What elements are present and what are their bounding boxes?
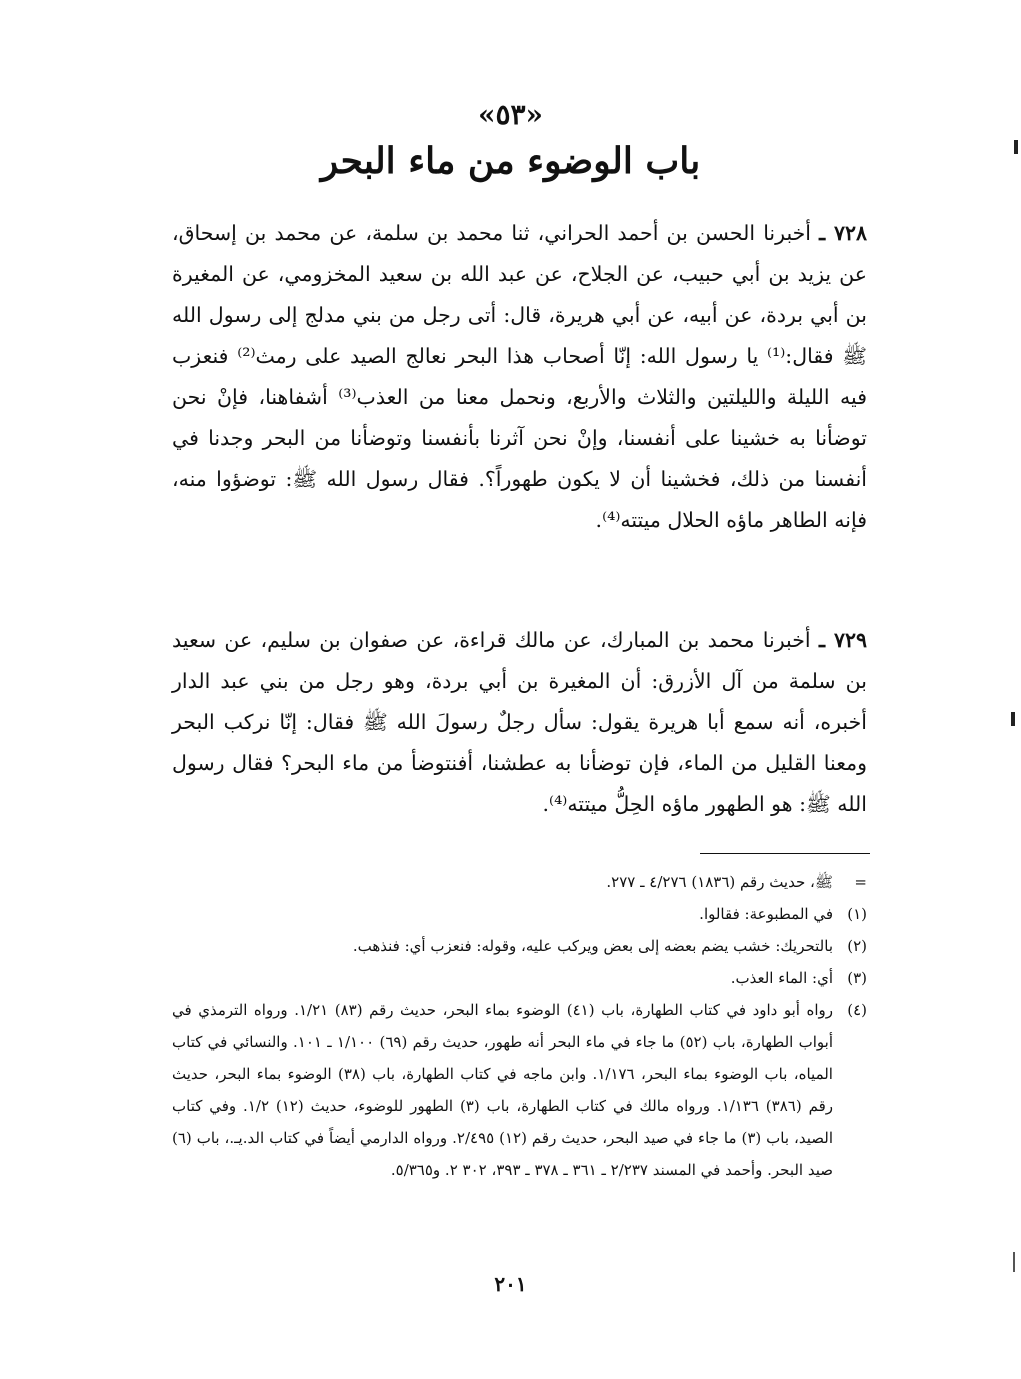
footnote-text: رواه أبو داود في كتاب الطهارة، باب (٤١) الوضوء بماء البحر، حديث رقم (٨٣) ١/٢١. ورواه الترمذي في أبواب الطهارة، باب (٥٢) ما جاء في ماء البحر أنه طهور، حديث رقم (٦٩) ١/١٠٠ ـ ١٠١. والنسائي في كتاب المياه، باب الوضوء بماء البحر، ١/١٧٦. وابن ماجه في كتاب الطهارة، باب (٣٨) الوضوء بماء البحر، حديث رقم (٣٨٦) ١/١٣٦. ورواه مالك في كتاب الطهارة، باب (٣) الطهور للوضوء، حديث (١٢) ١/٢. وفي كتاب الصيد، باب (٣) ما جاء في صيد البحر، حديث رقم (١٢) ٢/٤٩٥. ورواه الدارمي أيضاً في كتاب الد.يـ.، باب (٦) صيد البحر. وأحمد في المسند ٢/٢٣٧ ـ ٣٦١ ـ ٣٧٨ ـ ٣٩٣، ٣٠٢ ٢. و٥/٣٦٥. bbox=[172, 1001, 834, 1179]
footnote-2 bbox=[172, 930, 867, 962]
hadith-728 bbox=[172, 213, 867, 541]
footnote-text: أي: الماء العذب. bbox=[730, 969, 833, 987]
footnotes bbox=[172, 866, 867, 1186]
footnote-4 bbox=[172, 994, 867, 1186]
hadith-number: ٧٢٨ ـ bbox=[819, 221, 867, 245]
chapter-number: «٥٣» bbox=[477, 98, 544, 131]
hadith-text: أخبرنا الحسن بن أحمد الحراني، ثنا محمد بن سلمة، عن محمد بن إسحاق، عن يزيد بن أبي حبيب، عن الجلاح، عن عبد الله بن سعيد المخزومي، عن المغيرة بن أبي بردة، عن أبيه، عن أبي هريرة، قال: أتى رجل من بني مدلج إلى رسول الله ﷺ فقال:⁽¹⁾ يا رسول الله: إنّا أصحاب هذا البحر نعالج الصيد على رمث⁽²⁾ فنعزب فيه الليلة والليلتين والثلاث والأربع، ونحمل معنا من العذب⁽³⁾ أشفاهنا، فإنْ نحن توضأنا به خشينا على أنفسنا، وإنْ نحن آثرنا بأنفسنا وتوضأنا من البحر وجدنا في أنفسنا من ذلك، فخشينا أن لا يكون طهوراً؟. فقال رسول الله ﷺ: توضؤوا منه، فإنه الطاهر ماؤه الحلال ميتته⁽⁴⁾. bbox=[172, 221, 868, 532]
footnote-mark: (٤) bbox=[847, 1001, 867, 1019]
hadith-number: ٧٢٩ ـ bbox=[818, 628, 867, 652]
page-number: ٢٠١ bbox=[494, 1272, 527, 1296]
scan-margin-mark bbox=[1014, 140, 1018, 154]
footnote-mark: (٢) bbox=[847, 937, 867, 955]
footnote-3 bbox=[172, 962, 867, 994]
footnote-text: في المطبوعة: فقالوا. bbox=[699, 905, 833, 923]
hadith-729 bbox=[172, 620, 867, 825]
footnote-text: ﷺ، حديث رقم (١٨٣٦) ٤/٢٧٦ ـ ٢٧٧. bbox=[606, 873, 833, 891]
hadith-text: أخبرنا محمد بن المبارك، عن مالك قراءة، عن صفوان بن سليم، عن سعيد بن سلمة من آل الأزرق: أن المغيرة بن أبي بردة، وهو رجل من بني عبد الدار أخبره، أنه سمع أبا هريرة يقول: سأل رجلٌ رسولَ الله ﷺ فقال: إنّا نركب البحر ومعنا القليل من الماء، فإن توضأنا به عطشنا، أفنتوضأ من ماء البحر؟ فقال رسول الله ﷺ: هو الطهور ماؤه الحِلُّ ميتته⁽⁴⁾. bbox=[172, 628, 867, 816]
footnote-continuation bbox=[172, 866, 867, 898]
footnote-mark: (١) bbox=[847, 905, 867, 923]
scan-margin-mark bbox=[1011, 712, 1015, 726]
footnote-divider bbox=[700, 853, 870, 854]
scan-margin-mark bbox=[1013, 1252, 1015, 1272]
footnote-mark: = bbox=[854, 873, 867, 891]
footnote-mark: (٣) bbox=[847, 969, 867, 987]
chapter-title: باب الوضوء من ماء البحر bbox=[320, 140, 701, 182]
footnote-1 bbox=[172, 898, 867, 930]
footnote-text: بالتحريك: خشب يضم بعضه إلى بعض ويركب عليه، وقوله: فنعزب أي: فنذهب. bbox=[352, 937, 833, 955]
